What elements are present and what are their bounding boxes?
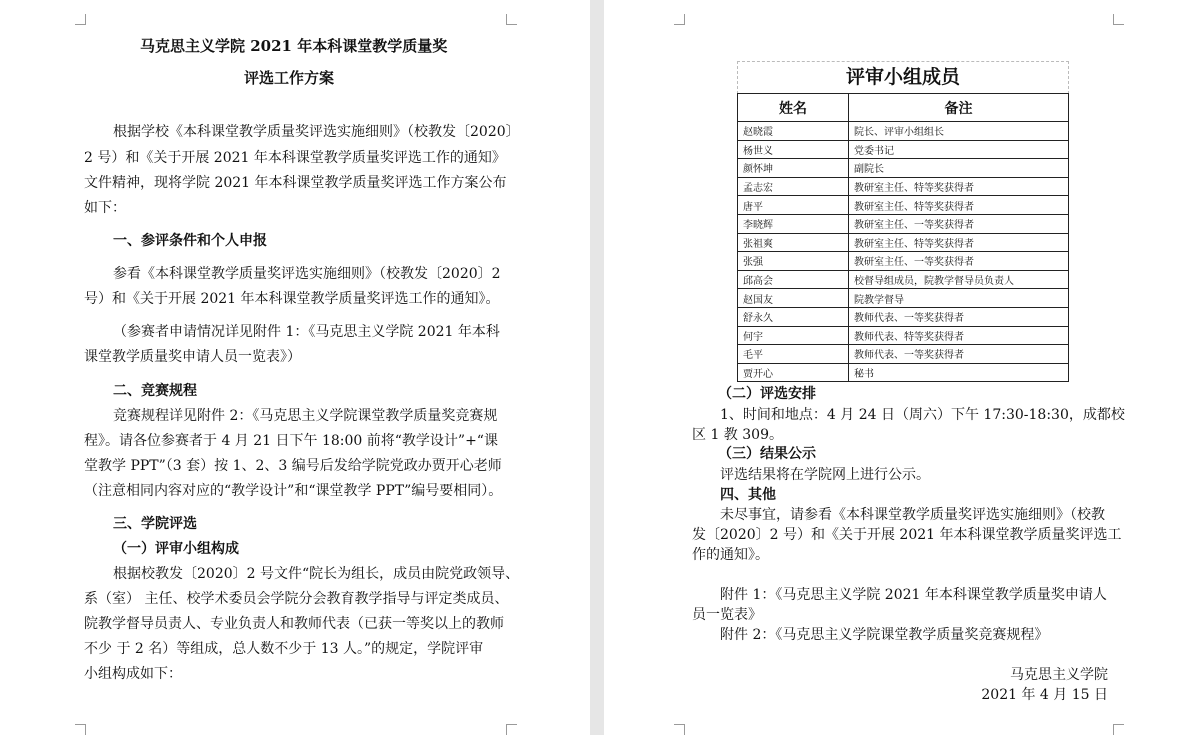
- paragraph-line: 评选结果将在学院网上进行公示。: [720, 467, 930, 483]
- document-page-right: [604, 0, 1196, 735]
- member-name: 颜怀坤: [738, 159, 849, 178]
- member-remark: 教师代表、特等奖获得者: [849, 326, 1069, 345]
- member-name: 李晓辉: [738, 214, 849, 233]
- member-remark: 教研室主任、特等奖获得者: [849, 177, 1069, 196]
- member-name: 赵国友: [738, 289, 849, 308]
- member-name: 舒永久: [738, 307, 849, 326]
- table-row: [738, 140, 1069, 159]
- table-row: [738, 363, 1069, 382]
- signature-org: 马克思主义学院: [1010, 667, 1108, 683]
- table-header-row: [738, 94, 1069, 122]
- committee-table: [737, 93, 1069, 382]
- margin-mark: [75, 14, 86, 25]
- paragraph-line: 竞赛规程详见附件 2：《马克思主义学院课堂教学质量奖竞赛规: [113, 408, 498, 424]
- subsection-heading: （一）评审小组构成: [113, 541, 239, 557]
- paragraph-line: 参看《本科课堂教学质量奖评选实施细则》（校教发〔2020〕2: [113, 266, 501, 282]
- member-name: 毛平: [738, 345, 849, 364]
- section-heading: 一、参评条件和个人申报: [113, 233, 267, 249]
- paragraph-line: 小组构成如下：: [84, 666, 182, 682]
- paragraph-line: 不少 于 2 名）等组成，总人数不少于 13 人。”的规定，学院评审: [84, 641, 484, 657]
- margin-mark: [674, 724, 685, 735]
- subsection-heading: （二）评选安排: [718, 386, 816, 402]
- member-name: 张强: [738, 252, 849, 271]
- member-remark: 校督导组成员，院教学督导员负责人: [849, 270, 1069, 289]
- member-remark: 教研室主任、一等奖获得者: [849, 252, 1069, 271]
- margin-mark: [674, 14, 685, 25]
- member-remark: 教师代表、一等奖获得者: [849, 307, 1069, 326]
- margin-mark: [75, 724, 86, 735]
- paragraph-line: 作的通知》。: [692, 547, 769, 563]
- member-name: 贾开心: [738, 363, 849, 382]
- table-row: [738, 214, 1069, 233]
- attachment-line: 附件 1：《马克思主义学院 2021 年本科课堂教学质量奖申请人: [720, 587, 1107, 603]
- doc-title-line1: 马克思主义学院 2021 年本科课堂教学质量奖: [140, 37, 448, 55]
- member-remark: 教研室主任、一等奖获得者: [849, 214, 1069, 233]
- table-row: [738, 345, 1069, 364]
- doc-title-line2: 评选工作方案: [244, 69, 335, 87]
- paragraph-line: （参赛者申请情况详见附件 1：《马克思主义学院 2021 年本科: [113, 324, 500, 340]
- column-header-name: 姓名: [738, 94, 849, 122]
- paragraph-line: 系（室） 主任、校学术委员会学院分会教育教学指导与评定类成员、: [84, 591, 509, 607]
- section-heading: 二、竞赛规程: [113, 383, 197, 399]
- paragraph-line: 课堂教学质量奖申请人员一览表》）: [84, 349, 301, 365]
- member-name: 邱高会: [738, 270, 849, 289]
- table-row: [738, 159, 1069, 178]
- paragraph-line: 程》。请各位参赛者于 4 月 21 日下午 18:00 前将“教学设计”+“课: [84, 433, 498, 449]
- member-name: 何宇: [738, 326, 849, 345]
- table-row: [738, 289, 1069, 308]
- margin-mark: [1113, 14, 1124, 25]
- paragraph-line: 根据校教发〔2020〕2 号文件“院长为组长，成员由院党政领导、: [113, 566, 520, 582]
- paragraph-line: （注意相同内容对应的“教学设计”和“课堂教学 PPT”编号要相同）。: [84, 483, 503, 499]
- section-heading: 四、其他: [720, 487, 776, 503]
- paragraph-line: 号）和《关于开展 2021 年本科课堂教学质量奖评选工作的通知》。: [84, 291, 500, 307]
- table-row: [738, 252, 1069, 271]
- committee-table-title: 评审小组成员: [737, 61, 1069, 94]
- paragraph-line: 发〔2020〕2 号）和《关于开展 2021 年本科课堂教学质量奖评选工: [692, 527, 1122, 543]
- member-remark: 院教学督导: [849, 289, 1069, 308]
- table-row: [738, 196, 1069, 215]
- margin-mark: [506, 724, 517, 735]
- intro-line: 根据学校《本科课堂教学质量奖评选实施细则》（校教发〔2020〕: [113, 124, 520, 140]
- member-remark: 秘书: [849, 363, 1069, 382]
- member-name: 赵晓霞: [738, 122, 849, 141]
- member-name: 张祖爽: [738, 233, 849, 252]
- member-name: 孟志宏: [738, 177, 849, 196]
- attachment-line: 员一览表》: [692, 607, 762, 623]
- member-remark: 教研室主任、特等奖获得者: [849, 233, 1069, 252]
- member-name: 杨世义: [738, 140, 849, 159]
- intro-line: 2 号）和《关于开展 2021 年本科课堂教学质量奖评选工作的通知》: [84, 150, 506, 166]
- paragraph-line: 院教学督导员责人、专业负责人和教师代表（已获一等奖以上的教师: [84, 616, 504, 632]
- member-remark: 教师代表、一等奖获得者: [849, 345, 1069, 364]
- member-remark: 教研室主任、特等奖获得者: [849, 196, 1069, 215]
- margin-mark: [506, 14, 517, 25]
- paragraph-line: 未尽事宜，请参看《本科课堂教学质量奖评选实施细则》（校教: [720, 507, 1105, 523]
- document-page-left: [0, 0, 590, 735]
- table-row: [738, 233, 1069, 252]
- member-remark: 院长、评审小组组长: [849, 122, 1069, 141]
- section-heading: 三、学院评选: [113, 516, 197, 532]
- intro-line: 如下：: [84, 200, 126, 216]
- subsection-heading: （三）结果公示: [718, 446, 816, 462]
- table-row: [738, 122, 1069, 141]
- table-row: [738, 177, 1069, 196]
- margin-mark: [1113, 724, 1124, 735]
- attachment-line: 附件 2：《马克思主义学院课堂教学质量奖竞赛规程》: [720, 627, 1049, 643]
- member-remark: 副院长: [849, 159, 1069, 178]
- page-gap: [590, 0, 604, 735]
- paragraph-line: 堂教学 PPT”（3 套）按 1、2、3 编号后发给学院党政办贾开心老师: [84, 458, 502, 474]
- paragraph-line: 区 1 教 309。: [692, 427, 783, 443]
- table-row: [738, 326, 1069, 345]
- table-row: [738, 307, 1069, 326]
- column-header-remark: 备注: [849, 94, 1069, 122]
- table-row: [738, 270, 1069, 289]
- paragraph-line: 1、时间和地点：4 月 24 日（周六）下午 17:30-18:30，成都校: [720, 407, 1125, 423]
- intro-line: 文件精神，现将学院 2021 年本科课堂教学质量奖评选工作方案公布: [84, 175, 507, 191]
- signature-date: 2021 年 4 月 15 日: [981, 687, 1108, 703]
- member-name: 唐平: [738, 196, 849, 215]
- member-remark: 党委书记: [849, 140, 1069, 159]
